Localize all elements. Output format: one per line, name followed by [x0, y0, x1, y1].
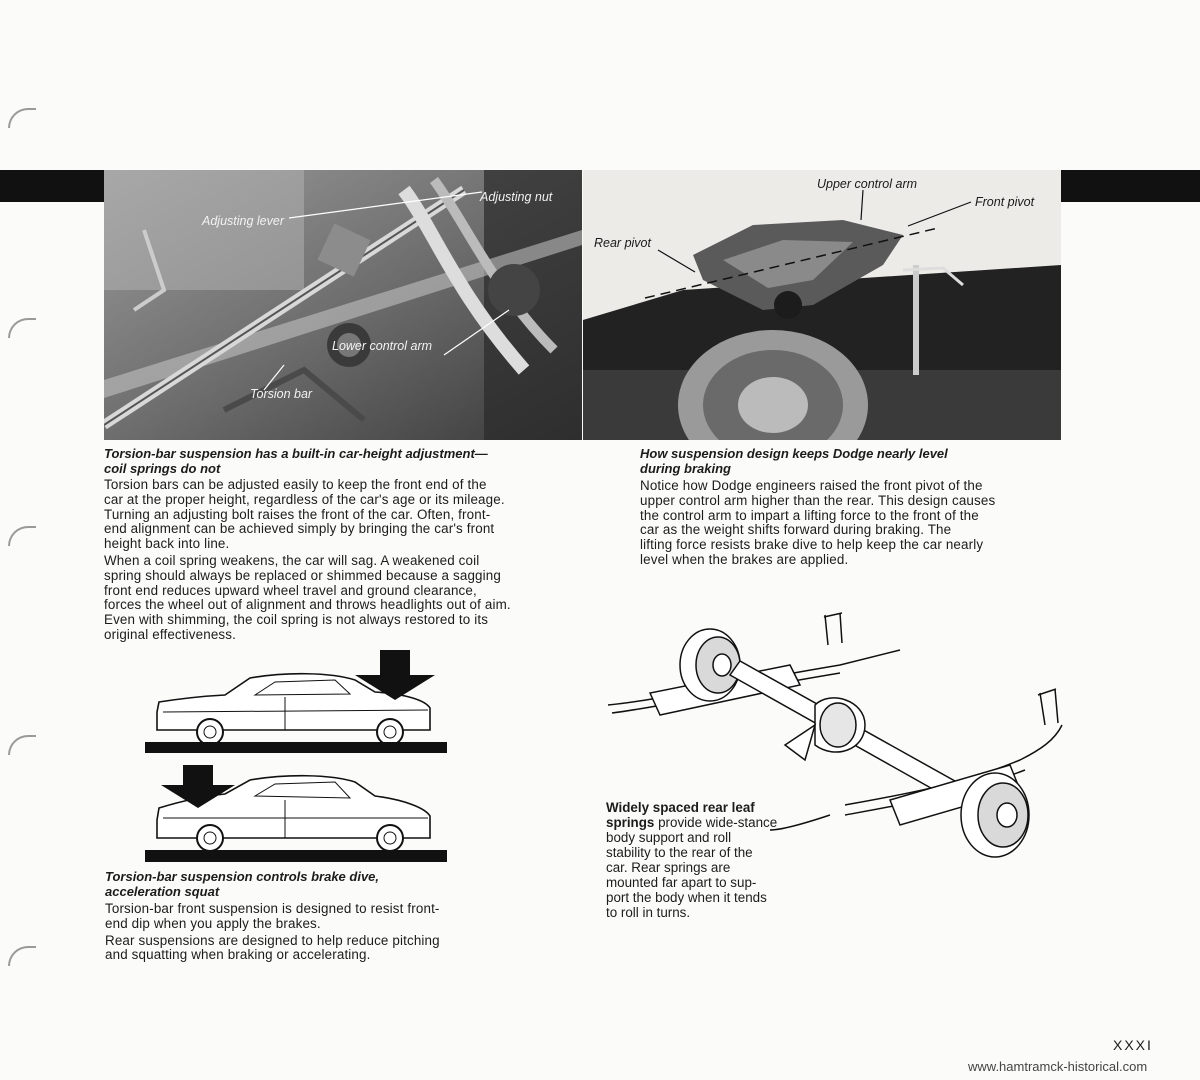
- heading-line: coil springs do not: [104, 461, 221, 476]
- torsion-bar-photo: [104, 170, 582, 440]
- label-torsion-bar: Torsion bar: [250, 387, 313, 401]
- control-arm-photo-illustration: [583, 170, 1061, 440]
- text-line: Turning an adjusting bolt raises the front of the car. Often, front-: [104, 506, 491, 522]
- section-heading: [104, 446, 584, 476]
- heading-line: acceleration squat: [105, 884, 220, 899]
- caption-bold-line: springs: [606, 815, 655, 830]
- paragraph: [104, 478, 584, 552]
- text-line: original effectiveness.: [104, 626, 236, 642]
- caption-text-line: body support and roll: [606, 830, 732, 845]
- heading-line: Torsion-bar suspension has a built-in car-height adjustment—: [104, 446, 488, 461]
- binder-hole-mark: [8, 108, 36, 128]
- text-line: spring should always be replaced or shimmed because a sagging: [104, 567, 501, 583]
- text-line: When a coil spring weakens, the car will sag. A weakened coil: [104, 552, 480, 568]
- binder-hole-mark: [8, 735, 36, 755]
- text-line: car as the weight shifts forward during braking. The: [640, 522, 952, 538]
- label-lower-control-arm: Lower control arm: [332, 339, 433, 353]
- section-body: [105, 902, 565, 963]
- section-brake-dive: [105, 869, 565, 965]
- torsion-bar-photo-illustration: [104, 170, 582, 440]
- right-black-bar: [1060, 170, 1200, 202]
- caption-bold-line: Widely spaced rear leaf: [606, 800, 755, 815]
- section-body: [640, 479, 1070, 568]
- section-heading: [640, 446, 1070, 476]
- text-line: Torsion bars can be adjusted easily to keep the front end of the: [104, 477, 487, 492]
- text-line: and squatting when braking or accelerating.: [105, 947, 371, 963]
- text-line: front end reduces upward wheel travel and ground clearance,: [104, 582, 477, 598]
- brake-dive-car-diagrams: [145, 650, 450, 870]
- caption-text-line: mounted far apart to sup-: [606, 875, 757, 890]
- heading-line: during braking: [640, 461, 731, 476]
- heading-line: How suspension design keeps Dodge nearly level: [640, 446, 948, 461]
- heading-line: Torsion-bar suspension controls brake dive,: [105, 869, 380, 884]
- section-heading: [105, 869, 565, 899]
- text-line: end alignment can be achieved simply by bringing the car's front: [104, 521, 495, 537]
- paragraph: [105, 934, 565, 964]
- label-rear-pivot: Rear pivot: [594, 236, 651, 250]
- ground-bar: [145, 850, 447, 862]
- leaf-spring-caption: [606, 800, 826, 920]
- text-line: car at the proper height, regardless of the car's age or its mileage.: [104, 491, 505, 507]
- caption-text-line: car. Rear springs are: [606, 860, 731, 875]
- text-line: level when the brakes are applied.: [640, 551, 849, 567]
- binder-hole-mark: [8, 318, 36, 338]
- text-line: Torsion-bar front suspension is designed to resist front-: [105, 901, 440, 916]
- paragraph: [104, 554, 584, 643]
- section-level-braking: [640, 446, 1070, 570]
- watermark-link[interactable]: www.hamtramck-historical.com: [968, 1059, 1148, 1074]
- label-front-pivot: Front pivot: [975, 195, 1035, 209]
- text-line: Rear suspensions are designed to help reduce pitching: [105, 932, 440, 948]
- caption-text-line: stability to the rear of the: [606, 845, 753, 860]
- label-upper-control-arm: Upper control arm: [817, 177, 918, 191]
- paragraph: [105, 902, 565, 932]
- page-number: XXXI: [1113, 1037, 1153, 1053]
- label-adjusting-lever: Adjusting lever: [202, 214, 284, 228]
- text-line: Even with shimming, the coil spring is not always restored to its: [104, 612, 489, 628]
- binder-hole-mark: [8, 946, 36, 966]
- binder-hole-mark: [8, 526, 36, 546]
- caption-text-line: provide wide-stance: [654, 815, 778, 830]
- text-line: upper control arm higher than the rear. This design causes: [640, 492, 996, 508]
- text-line: Notice how Dodge engineers raised the front pivot of the: [640, 478, 983, 493]
- text-line: the control arm to impart a lifting force to the front of the: [640, 507, 979, 523]
- label-adjusting-nut: Adjusting nut: [480, 190, 553, 204]
- control-arm-photo: [583, 170, 1061, 440]
- ground-bar: [145, 742, 447, 753]
- section-body: [104, 478, 584, 643]
- paragraph: [640, 479, 1070, 568]
- text-line: lifting force resists brake dive to help keep the car nearly: [640, 537, 984, 553]
- text-line: forces the wheel out of alignment and throws headlights out of aim.: [104, 597, 511, 613]
- section-torsion-bar-height: [104, 446, 584, 645]
- left-black-bar: [0, 170, 104, 202]
- caption-text-line: to roll in turns.: [606, 905, 691, 920]
- text-line: end dip when you apply the brakes.: [105, 915, 321, 931]
- caption-text-line: port the body when it tends: [606, 890, 767, 905]
- text-line: height back into line.: [104, 536, 230, 552]
